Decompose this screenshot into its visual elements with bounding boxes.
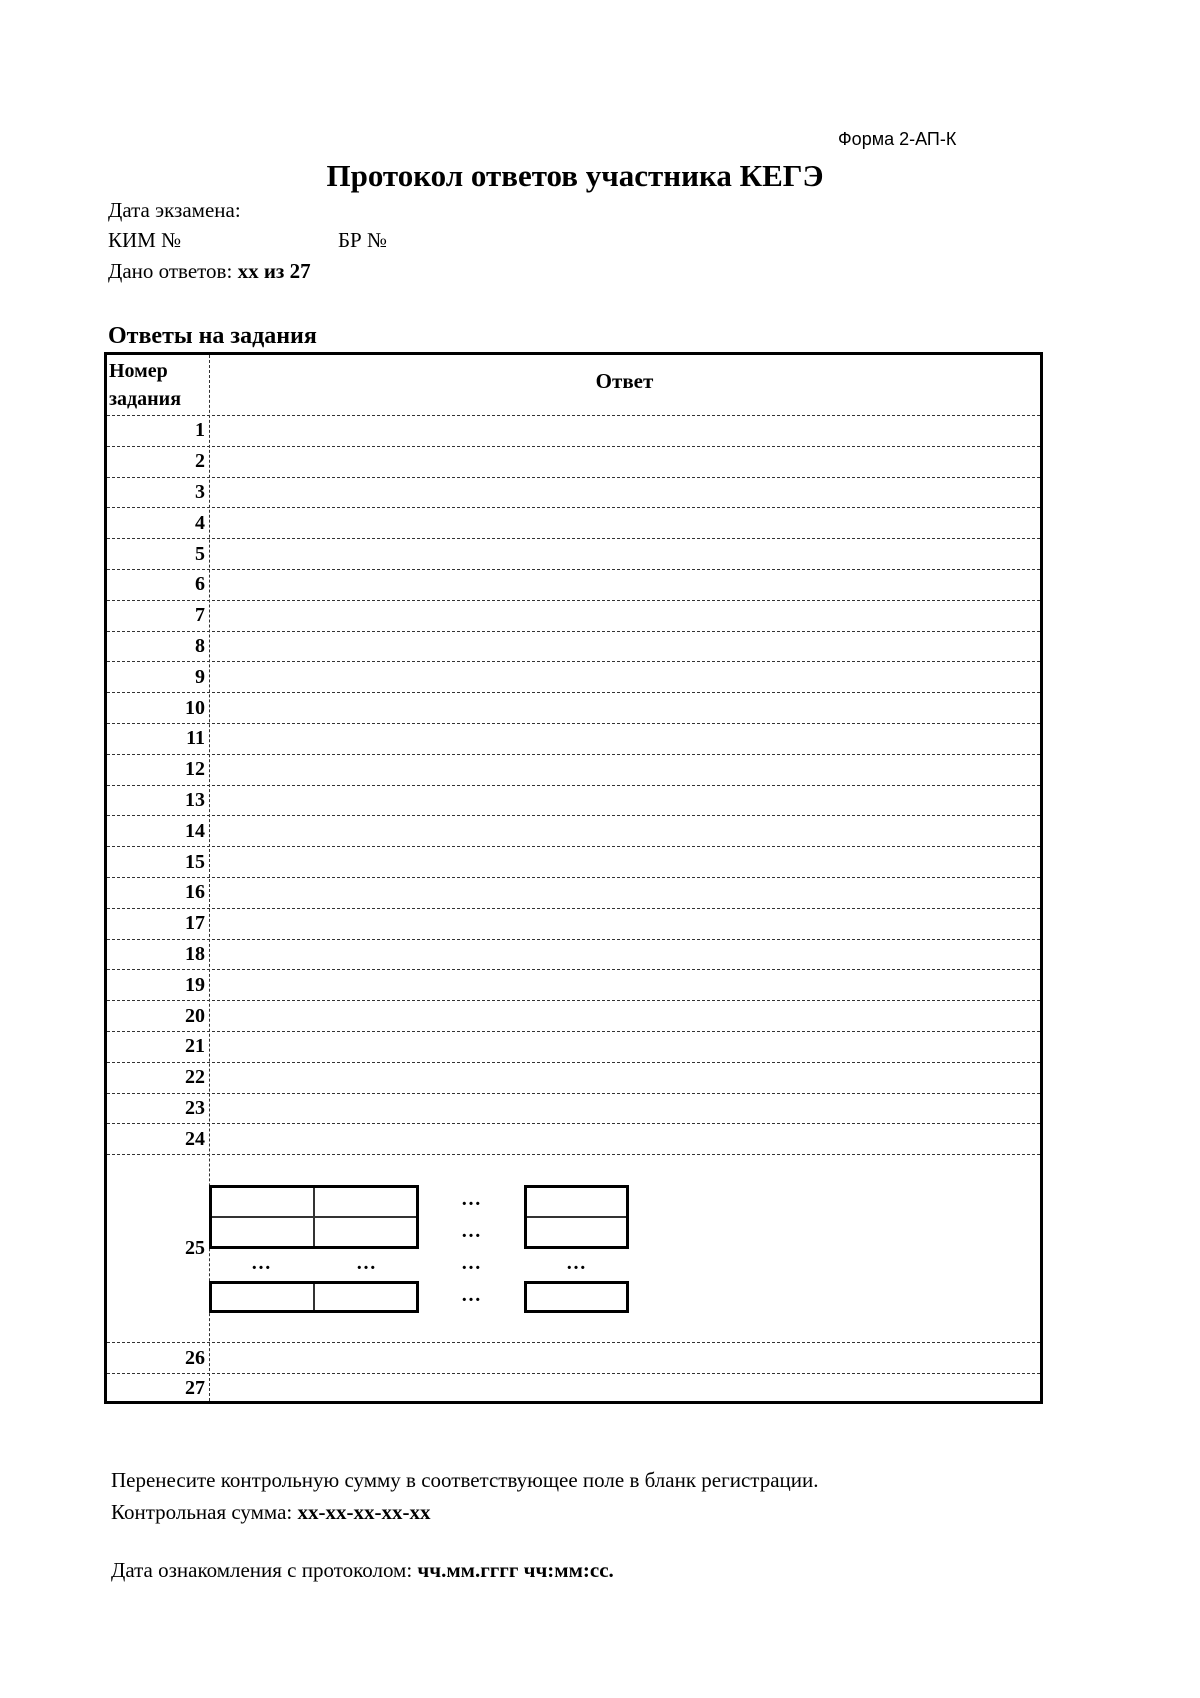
review-date-line [111, 1558, 614, 1583]
task-number-16: 16 [185, 881, 205, 904]
task-number-14: 14 [185, 819, 205, 842]
grid-ellipsis: … [356, 1252, 376, 1275]
answers-given-value: xx из 27 [237, 259, 311, 283]
review-date-label: Дата ознакомления с протоколом: [111, 1558, 413, 1582]
row-divider [107, 507, 1040, 508]
row-divider [107, 1093, 1040, 1094]
task-number-17: 17 [185, 912, 205, 935]
task-number-19: 19 [185, 973, 205, 996]
row-divider [107, 1373, 1040, 1374]
checksum-value: xx-xx-xx-xx-xx [297, 1500, 431, 1524]
row-divider [107, 846, 1040, 847]
grid-ellipsis: … [251, 1252, 271, 1275]
task-number-4: 4 [195, 511, 205, 534]
row-divider [107, 785, 1040, 786]
task-number-26: 26 [185, 1346, 205, 1369]
grid-ellipsis: … [461, 1220, 481, 1243]
task25-answer-grid [209, 1185, 629, 1313]
task-number-25: 25 [185, 1237, 205, 1260]
task-number-7: 7 [195, 604, 205, 627]
answers-table [104, 352, 1043, 1404]
row-divider [107, 1031, 1040, 1032]
row-divider [107, 969, 1040, 970]
row-divider [107, 600, 1040, 601]
task-number-15: 15 [185, 850, 205, 873]
row-divider [107, 939, 1040, 940]
task-number-3: 3 [195, 481, 205, 503]
row-divider [107, 692, 1040, 693]
col-answer-header: Ответ [595, 369, 654, 393]
br-label: БР № [338, 228, 388, 252]
task-number-21: 21 [185, 1035, 205, 1058]
task-number-22: 22 [185, 1066, 205, 1089]
row-divider [107, 1154, 1040, 1155]
exam-date-label: Дата экзамена: [108, 198, 241, 222]
row-divider [107, 1123, 1040, 1124]
checksum-label: Контрольная сумма: [111, 1500, 293, 1524]
checksum-line [111, 1500, 430, 1525]
task-number-24: 24 [185, 1127, 205, 1150]
row-divider [107, 569, 1040, 570]
row-divider [107, 1062, 1040, 1063]
task-number-9: 9 [195, 665, 205, 688]
row-divider [107, 477, 1040, 478]
row-divider [107, 415, 1040, 416]
page-title: Протокол ответов участника КЕГЭ [326, 158, 824, 193]
task-number-10: 10 [185, 696, 205, 719]
row-divider [107, 754, 1040, 755]
answers-given [108, 259, 311, 284]
grid-ellipsis: … [461, 1252, 481, 1275]
row-divider [107, 815, 1040, 816]
row-divider [107, 631, 1040, 632]
grid-ellipsis: … [461, 1284, 481, 1307]
task-number-18: 18 [185, 943, 205, 965]
kim-label: КИМ № [108, 228, 182, 252]
row-divider [107, 538, 1040, 539]
task-number-12: 12 [185, 758, 205, 781]
col-number-header: Номер задания [109, 360, 182, 410]
answers-section-title: Ответы на задания [108, 323, 317, 349]
task-number-8: 8 [195, 635, 205, 657]
task-number-5: 5 [195, 542, 205, 565]
task-number-2: 2 [195, 450, 205, 473]
task-number-27: 27 [185, 1377, 205, 1400]
grid-block-top-left [209, 1185, 419, 1249]
row-divider [107, 908, 1040, 909]
task-number-23: 23 [185, 1097, 205, 1119]
grid-block-top-right [524, 1185, 629, 1249]
row-divider [107, 723, 1040, 724]
row-divider [107, 446, 1040, 447]
grid-block-bottom-left [209, 1281, 419, 1313]
task-number-6: 6 [195, 573, 205, 596]
grid-block-bottom-right [524, 1281, 629, 1313]
row-divider [107, 1000, 1040, 1001]
task-number-20: 20 [185, 1004, 205, 1027]
row-divider [107, 877, 1040, 878]
task-number-11: 11 [186, 727, 205, 750]
row-divider [107, 1342, 1040, 1343]
grid-ellipsis: … [461, 1188, 481, 1211]
checksum-instruction: Перенесите контрольную сумму в соответствующее поле в бланк регистрации. [111, 1468, 819, 1492]
row-divider [107, 661, 1040, 662]
grid-ellipsis: … [566, 1252, 586, 1275]
form-code: Форма 2-АП-К [838, 129, 957, 149]
task-number-13: 13 [185, 789, 205, 811]
answers-given-label: Дано ответов: [108, 259, 233, 283]
task-number-1: 1 [195, 419, 205, 442]
review-date-value: чч.мм.гггг чч:мм:сс. [417, 1558, 614, 1582]
